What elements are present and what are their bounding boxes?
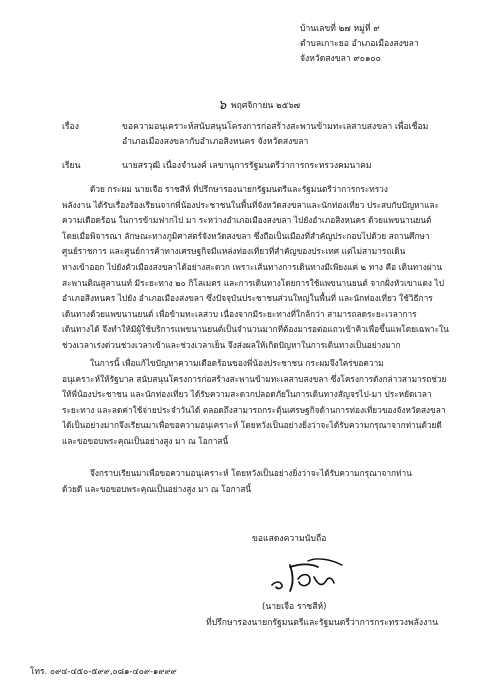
paragraph-line: ศูนย์ราชการ และศูนย์การค้าทางเศรษฐกิจมีแหล่งท่องเที่ยวที่สำคัญของประเทศ แต่ไม่สามารถเดิน [62, 246, 406, 257]
address-line: จังหวัดสงขลา ๙๐๑๐๐ [300, 54, 381, 64]
paragraph-line: ด้วย กระผม นายเจือ ราชสีห์ ที่ปรึกษารองนายกรัฐมนตรีและรัฐมนตรีว่าการกระทรวง [90, 184, 388, 194]
sender-address [300, 22, 490, 67]
paragraph-line: สะพานติณสูลานนท์ มีระยะทาง ๒๐ กิโลเมตร และการเดินทางโดยการใช้แพขนานยนต์ จากฝั่งหัวเขาแดง ไป [62, 277, 444, 288]
paragraph-line: อำเภอสิงหนคร ไปยัง อำเภอเมืองสงขลา ซึ่งปัจจุบันประชาชนส่วนใหญ่ในพื้นที่ และนักท่องเที่ยว ใช้วิธีการ [62, 293, 433, 304]
subject-line: ขอความอนุเคราะห์สนับสนุนโครงการก่อสร้างสะพานข้ามทะเลสาบสงขลา เพื่อเชื่อม [122, 122, 429, 132]
paragraph-intro [62, 182, 470, 354]
paragraph-line: ระยะทาง และลดค่าใช้จ่ายประจำวันได้ ตลอดถึงสามารถกระตุ้นเศรษฐกิจด้านการท่องเที่ยวของจังหวัดสงขลา [62, 404, 446, 415]
recipient-text: นายสรวุฒิ เนื่องจำนงค์ เลขานุการรัฐมนตรีว่าการกระทรวงคมนาคม [122, 161, 372, 171]
handwritten-day: ๖ [218, 98, 227, 113]
paragraph-line: ความเดือดร้อน ในการข้ามฟากไป มา ระหว่างอำเภอเมืองสงขลา ไปยังอำเภอสิงหนคร ด้วยแพขนานยนต์ [62, 215, 432, 226]
recipient-block [62, 159, 482, 175]
address-line: ตำบลเกาะยอ อำเภอเมืองสงขลา [300, 39, 419, 49]
paragraph-line: เดินทางได้ จึงทำให้มีผู้ใช้บริการแพขนานยนต์เป็นจำนวนมากที่ต้องมารอต่อแถวเข้าคิวเพื่อขึ้นแพโดยเฉพาะใน [62, 324, 449, 335]
paragraph-line: ในการนี้ เพื่อแก้ไขปัญหาความเดือดร้อนของพี่น้องประชาชน กระผมจึงใคร่ขอความ [90, 358, 384, 368]
date-month-year: พฤศจิกายน ๒๕๖๗ [231, 101, 301, 111]
paragraph-line: โดยเมื่อพิจารณา ลักษณะทางภูมิศาสตร์จังหวัดสงขลา ซึ่งถือเป็นเมืองที่สำคัญประกอบไปด้วย สถานศึกษา [62, 230, 430, 241]
signer-name: (นายเจือ ราชสีห์) [262, 602, 327, 612]
paragraph-line: พลังงาน ได้รับเรื่องร้องเรียนจากพี่น้องประชาชนในพื้นที่จังหวัดสงขลาและนักท่องเที่ยว ประสบกับปัญหาและ [62, 199, 440, 210]
paragraph-line: ช่วงเวลาเร่งด่วนช่วงเวลาเข้าและช่วงเวลาเย็น จึงส่งผลให้เกิดปัญหาในการเดินทางเป็นอย่างมาก [62, 339, 401, 350]
paragraph-line: และขอขอบพระคุณเป็นอย่างสูง มา ณ โอกาสนี้ [62, 435, 229, 446]
paragraph-line: ด้วยดี และขอขอบพระคุณเป็นอย่างสูง มา ณ โอกาสนี้ [62, 483, 252, 494]
address-line: บ้านเลขที่ ๒๗ หมู่ที่ ๙ [300, 24, 380, 34]
paragraph-line: ได้เป็นอย่างมากจึงเรียนมาเพื่อขอความอนุเคราะห์ โดยหวังเป็นอย่างยิ่งว่าจะได้รับความกรุณาจากท่านด้วยดี [62, 420, 442, 431]
subject-block [62, 120, 482, 152]
paragraph-line: ทางเข้าออก ไปยังตัวเมืองสงขลาได้อย่างสะดวก เพราะเส้นทางการเดินทางมีเพียงแค่ ๒ ทาง คือ เดินทางผ่าน [62, 261, 443, 272]
phone-number: โทร. ๐๙๔-๔๕๐-๕๙๙,๐๘๑-๔๐๙-๑๙๙๙ [30, 666, 177, 676]
recipient-label: เรียน [62, 161, 81, 171]
subject-label: เรื่อง [62, 122, 79, 132]
closing-phrase: ขอแสดงความนับถือ [252, 534, 327, 544]
subject-line: อำเภอเมืองสงขลากับอำเภอสิงหนคร จังหวัดสงขลา [122, 137, 309, 147]
handwritten-signature [268, 555, 350, 601]
paragraph-request [62, 356, 470, 450]
paragraph-conclusion [62, 466, 470, 497]
letter-date [218, 94, 300, 115]
signer-title: ที่ปรึกษารองนายกรัฐมนตรีและรัฐมนตรีว่าการกระทรวงพลังงาน [206, 618, 439, 628]
paragraph-line: เดินทางด้วยแพขนานยนต์ เพื่อข้ามทะเลสาบ เนื่องจากมีระยะทางที่ใกล้กว่า สามารถลดระยะเวลาการ [62, 308, 417, 319]
paragraph-line: อนุเคราะห์ให้รัฐบาล สนับสนุนโครงการก่อสร้างสะพานข้ามทะเลสาบสงขลา ซึ่งโครงการดังกล่าวสามารถช่วย [62, 373, 447, 384]
paragraph-line: ให้พี่น้องประชาชน และนักท่องเที่ยว ได้รับความสะดวกปลอดภัยในการเดินทางสัญจรไป-มา ประหยัดเวลา [62, 389, 432, 400]
paragraph-line: จึงกราบเรียนมาเพื่อขอความอนุเคราะห์ โดยหวังเป็นอย่างยิ่งว่าจะได้รับความกรุณาจากท่าน [90, 468, 412, 478]
